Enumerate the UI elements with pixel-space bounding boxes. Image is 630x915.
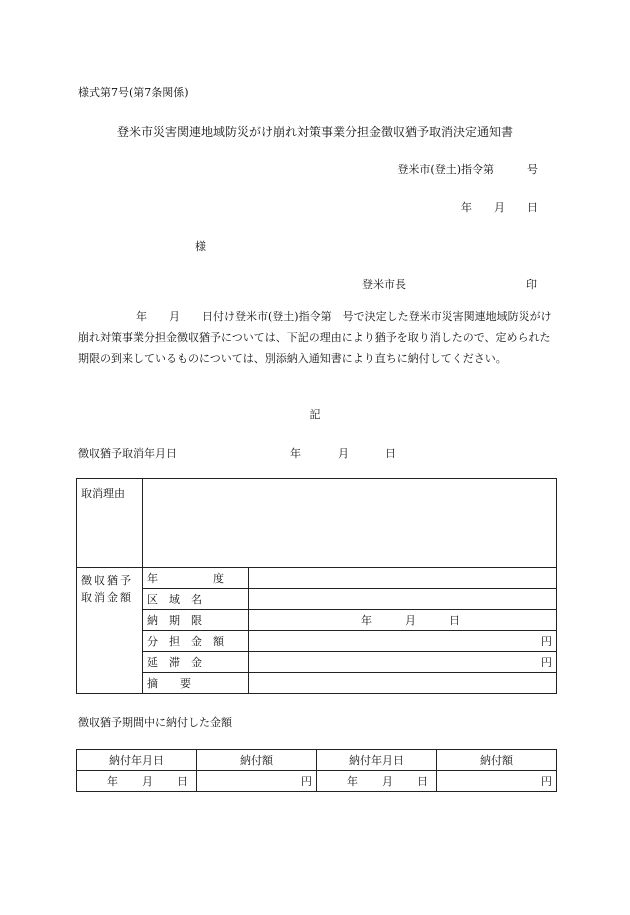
row-label-fiscal-year: 年 度 — [143, 568, 249, 589]
reference-number: 登米市(登土)指令第 号 — [397, 163, 538, 176]
body-date-prefix: 年 月 日付け — [136, 310, 235, 323]
addressee-suffix: 様 — [195, 240, 206, 253]
day-unit: 日 — [417, 775, 428, 788]
day-unit: 日 — [177, 775, 188, 788]
year-unit: 年 — [107, 775, 118, 788]
row-value-remarks[interactable] — [249, 673, 557, 694]
month-unit: 月 — [142, 775, 153, 788]
month-unit: 月 — [382, 775, 393, 788]
body-text: 登米市(登土)指令第 号で決定した登米市災害関連地域防災がけ崩れ対策事業分担金徴収猶予については、下記の理由により猶予を取り消したので、定められた期限の到来しているものについては、別添納入通知書により直ちに納付してください。 — [78, 310, 552, 365]
ki-heading: 記 — [309, 408, 321, 421]
cancel-date-month: 月 — [338, 447, 349, 460]
header-payment-date-2: 納付年月日 — [317, 750, 437, 771]
header-payment-amount-2: 納付額 — [437, 750, 557, 771]
amount-label-line1: 徴収猶予 — [81, 574, 133, 587]
reason-cell[interactable] — [143, 479, 557, 568]
amount-label — [77, 568, 143, 694]
row-value-area[interactable] — [249, 589, 557, 610]
seal-mark: 印 — [526, 278, 537, 291]
payment-date-cell-2[interactable] — [317, 771, 437, 792]
form-number: 様式第7号(第7条関係) — [78, 86, 189, 99]
cancellation-table — [76, 478, 557, 694]
row-label-remarks: 摘 要 — [143, 673, 249, 694]
cancel-date-label: 徴収猶予取消年月日 — [78, 447, 177, 460]
sender-name: 登米市長 — [362, 278, 406, 291]
document-title: 登米市災害関連地域防災がけ崩れ対策事業分担金徴収猶予取消決定通知書 — [116, 125, 513, 139]
row-value-due-date[interactable]: 年 月 日 — [249, 610, 557, 631]
payment-amount-cell-2[interactable]: 円 — [437, 771, 557, 792]
cancel-date-day: 日 — [385, 447, 396, 460]
issue-date: 年 月 日 — [461, 201, 538, 214]
header-payment-date-1: 納付年月日 — [77, 750, 197, 771]
row-label-due-date: 納 期 限 — [143, 610, 249, 631]
body-paragraph — [78, 306, 558, 369]
payment-amount-cell-1[interactable]: 円 — [197, 771, 317, 792]
year-unit: 年 — [347, 775, 358, 788]
row-label-area: 区 域 名 — [143, 589, 249, 610]
row-label-late-fee: 延 滞 金 — [143, 652, 249, 673]
header-payment-amount-1: 納付額 — [197, 750, 317, 771]
row-value-fiscal-year[interactable] — [249, 568, 557, 589]
row-value-late-fee[interactable]: 円 — [249, 652, 557, 673]
row-label-share-amount: 分 担 金 額 — [143, 631, 249, 652]
row-value-share-amount[interactable]: 円 — [249, 631, 557, 652]
amount-label-line2: 取消金額 — [81, 591, 133, 604]
payment-table — [76, 749, 557, 792]
paid-section-label: 徴収猶予期間中に納付した金額 — [78, 716, 232, 729]
cancel-date-year: 年 — [290, 447, 301, 460]
reason-label: 取消理由 — [77, 479, 143, 568]
payment-date-cell-1[interactable] — [77, 771, 197, 792]
